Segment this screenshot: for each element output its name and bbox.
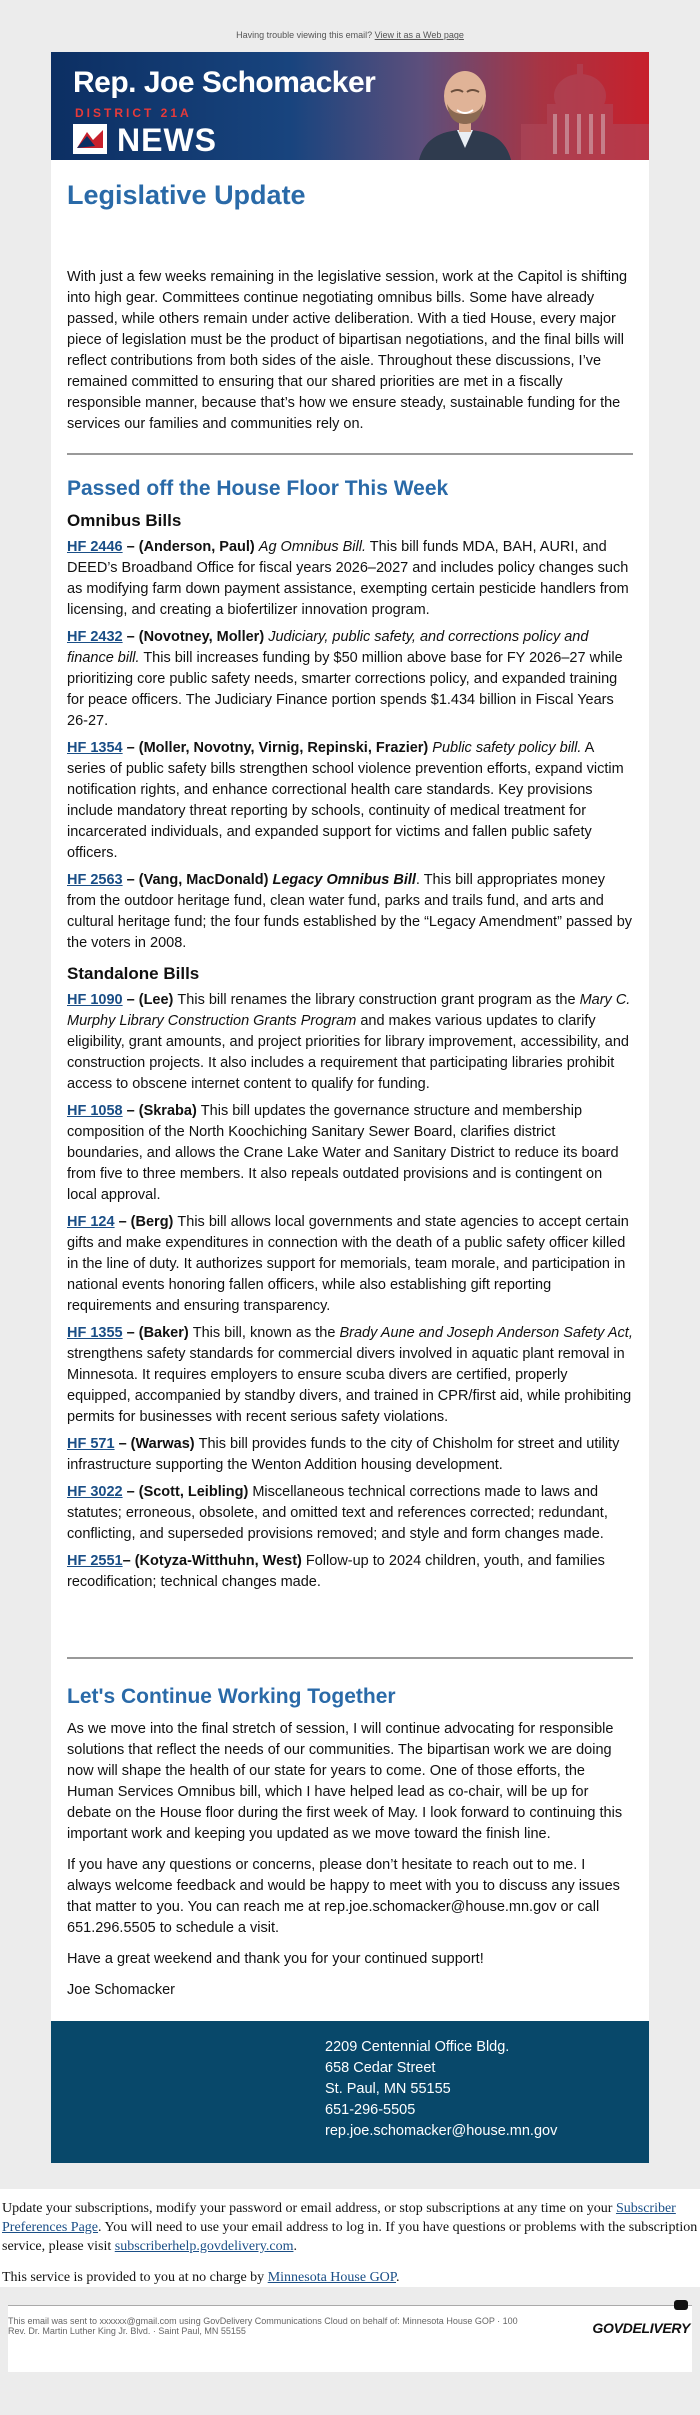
bill-sponsor: – (Moller, Novotny, Virnig, Repinski, Frazier) (122, 740, 433, 756)
bill-link[interactable]: HF 571 (67, 1436, 115, 1452)
bill-item (67, 1482, 633, 1545)
main-content (51, 160, 649, 2021)
bill-description-pre: This bill, known as the (192, 1325, 340, 1341)
bill-link[interactable]: HF 2432 (67, 629, 123, 645)
email-body (51, 52, 649, 2163)
bill-link[interactable]: HF 1090 (67, 992, 123, 1008)
bill-description: This bill funds MDA, BAH, AURI, and DEED’s Broadband Office for fiscal years 2026–2027 and includes policy changes such as modifying farm down payment assistance, exempting certain pesticide handlers from licensing, and creating a biofertilizer innovation program. (67, 539, 629, 618)
spacer (0, 2163, 700, 2189)
bill-title: Mary C. Murphy Library Construction Grants Program (67, 992, 631, 1029)
legal-text: . You will need to use your email address to log in. If you have questions or problems with the subscription service, please visit (2, 2220, 698, 2254)
closing-paragraph-2: If you have any questions or concerns, please don’t hesitate to reach out to me. I always welcome feedback and would be happy to meet with you to discuss any issues that matter to you. You can reach me at rep.joe.schomacker@house.mn.gov or call 651.296.5505 to schedule a visit. (67, 1857, 620, 1936)
bill-description: Miscellaneous technical corrections made to laws and statutes; erroneous, obsolete, and omitted text and references corrected; redundant, conflicting, and superseded provisions removed; and style and form changes made. (67, 1484, 608, 1542)
bill-link[interactable]: HF 1058 (67, 1103, 123, 1119)
spacer (67, 1593, 633, 1639)
sender-line: Rev. Dr. Martin Luther King Jr. Blvd. · Saint Paul, MN 55155 (8, 2326, 246, 2336)
legal-text: Update your subscriptions, modify your password or email address, or stop subscriptions at any time on your (2, 2201, 616, 2216)
sender-note (8, 2305, 692, 2372)
web-page-link[interactable]: View it as a Web page (374, 30, 464, 40)
bill-description: . This bill appropriates money from the outdoor heritage fund, clean water fund, parks and trails fund, and arts and cultural heritage fund; the four funds established by the “Legacy Amendment” passed by the voters in 2008. (67, 872, 633, 951)
bill-link[interactable]: HF 2551 (67, 1553, 123, 1569)
bill-item (67, 1101, 633, 1206)
house-gop-link[interactable]: Minnesota House GOP (267, 2270, 397, 2285)
bill-item (67, 537, 633, 621)
bill-sponsor: – (Baker) (122, 1325, 193, 1341)
contact-footer (51, 2021, 649, 2163)
address-line: 658 Cedar Street (325, 2060, 436, 2076)
bill-description: Follow-up to 2024 children, youth, and families recodification; technical changes made. (67, 1553, 605, 1590)
bill-title: Legacy Omnibus Bill (272, 872, 416, 888)
address-line: St. Paul, MN 55155 (325, 2081, 451, 2097)
bill-title: Judiciary, public safety, and corrections policy and finance bill. (67, 629, 589, 666)
page-title: Legislative Update (67, 180, 306, 210)
signature: Joe Schomacker (67, 1982, 175, 1998)
closing-paragraph-1: As we move into the final stretch of session, I will continue advocating for responsible solutions that reflect the needs of our communities. The bipartisan work we are doing now will shape the health of our state for years to come. One of those efforts, the Human Services Omnibus bill, which I have helped lead as co-chair, will be up for debate on the House floor during the first week of May. I look forward to continuing this important work and keeping you updated as we move toward the finish line. (67, 1721, 623, 1842)
bill-sponsor: – (Skraba) (122, 1103, 201, 1119)
bill-link[interactable]: HF 1354 (67, 740, 123, 756)
omnibus-list (67, 537, 633, 954)
preheader-text: Having trouble viewing this email? (236, 30, 373, 40)
bill-description-pre: This bill renames the library construction grant program as the (177, 992, 580, 1008)
bill-description: and makes various updates to clarify eligibility, grant amounts, and project priorities for library improvement, accessibility, and construction projects. It also includes a requirement that participating libraries prohibit access to obscene internet content to qualify for funding. (67, 1013, 629, 1092)
bill-link[interactable]: HF 2446 (67, 539, 123, 555)
legal-text: . (293, 2239, 297, 2254)
bill-item (67, 990, 633, 1095)
govdelivery-logo[interactable]: GOVDELIVERY (592, 2320, 690, 2336)
header-banner (51, 52, 649, 160)
subscriber-help-link[interactable]: subscriberhelp.govdelivery.com (114, 2239, 294, 2254)
bill-sponsor: – (Lee) (122, 992, 178, 1008)
standalone-heading: Standalone Bills (67, 964, 200, 983)
phone-number: 651-296-5505 (325, 2102, 416, 2118)
bill-sponsor: – (Anderson, Paul) (122, 539, 259, 555)
representative-photo (411, 58, 519, 160)
bill-sponsor: – (Vang, MacDonald) (122, 872, 273, 888)
address-line: 2209 Centennial Office Bldg. (325, 2039, 510, 2055)
legal-text: . (396, 2270, 400, 2285)
bill-sponsor: – (Kotyza-Witthuhn, West) (122, 1553, 306, 1569)
bill-link[interactable]: HF 3022 (67, 1484, 123, 1500)
banner-district: DISTRICT 21A (75, 106, 192, 120)
email-address: rep.joe.schomacker@house.mn.gov (325, 2123, 558, 2139)
bill-sponsor: – (Warwas) (114, 1436, 199, 1452)
legal-text: This service is provided to you at no charge by (2, 2270, 268, 2285)
bill-item (67, 738, 633, 864)
bill-link[interactable]: HF 2563 (67, 872, 123, 888)
banner-name: Rep. Joe Schomacker (73, 66, 376, 99)
bill-item (67, 1551, 633, 1593)
section-title-continue: Let's Continue Working Together (67, 1685, 396, 1708)
section-title-passed: Passed off the House Floor This Week (67, 477, 449, 500)
bill-description: strengthens safety standards for commercial divers involved in aquatic plant removal in Minnesota. It requires employers to ensure scuba divers are certified, properly equipped, accompanied by standby divers, and trained in CPR/first aid, while prohibiting permits for businesses with recent serious safety violations. (67, 1346, 632, 1425)
sender-line: This email was sent to xxxxxx@gmail.com using GovDelivery Communications Cloud on behalf of: Minnesota House GOP · 100 (8, 2316, 518, 2326)
bill-description: This bill increases funding by $50 million above base for FY 2026–27 while prioritizing core public safety needs, smarter corrections policy, and expanded training for peace officers. The Judiciary Finance portion spends $1.434 billion in Fiscal Years 26-27. (67, 650, 623, 729)
intro-paragraph: With just a few weeks remaining in the legislative session, work at the Capitol is shifting into high gear. Committees continue negotiating omnibus bills. Some have already passed, while others remain under active deliberation. With a tied House, every major piece of legislation must be the product of bipartisan negotiations, and the final bills will reflect contributions from both sides of the aisle. Throughout these discussions, I’ve remained committed to ensuring that our shared priorities are met in a fiscally responsible manner, because that’s how we ensure steady, sustainable funding for the services our families and communities rely on. (67, 269, 628, 432)
subscription-text (2, 2199, 698, 2256)
provider-text (2, 2268, 698, 2287)
bill-item (67, 1212, 633, 1317)
bill-sponsor: – (Novotney, Moller) (122, 629, 269, 645)
subscription-footer (0, 2189, 700, 2287)
bill-item (67, 1434, 633, 1476)
bill-description: A series of public safety bills strengthen school violence prevention efforts, expand victim notification rights, and enhance correctional health care standards. Key provisions include mandatory threat reporting by schools, continuity of medical treatment for incarcerated individuals, and expanded support for victims and fallen public safety officers. (67, 740, 624, 861)
bill-description: This bill allows local governments and state agencies to accept certain gifts and make expenditures in connection with the death of a public safety officer killed in the line of duty. It authorizes support for memorials, team morale, and participation in national events honoring fallen officers, while also establishing gift reporting requirements and ensuring transparency. (67, 1214, 629, 1314)
house-gop-logo-icon (73, 124, 107, 154)
bill-item (67, 1323, 633, 1428)
subscriber-preferences-link[interactable]: Subscriber Preferences Page (2, 2201, 676, 2235)
bill-link[interactable]: HF 124 (67, 1214, 115, 1230)
standalone-list (67, 990, 633, 1593)
closing-paragraph-3: Have a great weekend and thank you for your continued support! (67, 1951, 484, 1967)
preheader (0, 0, 700, 52)
bill-sponsor: – (Berg) (114, 1214, 178, 1230)
bill-title: Ag Omnibus Bill. (258, 539, 366, 555)
bill-sponsor: – (Scott, Leibling) (122, 1484, 253, 1500)
contact-address (325, 2037, 557, 2142)
bill-title: Public safety policy bill. (432, 740, 582, 756)
bill-item (67, 870, 633, 954)
bill-title: Brady Aune and Joseph Anderson Safety Act, (339, 1325, 633, 1341)
bill-item (67, 627, 633, 732)
omnibus-heading: Omnibus Bills (67, 511, 182, 530)
bill-description: This bill provides funds to the city of Chisholm for street and utility infrastructure supporting the Wenton Addition housing development. (67, 1436, 620, 1473)
bill-link[interactable]: HF 1355 (67, 1325, 123, 1341)
govdelivery-bubble-icon (674, 2300, 688, 2310)
banner-news: NEWS (117, 122, 217, 158)
bill-description: This bill updates the governance structure and membership composition of the North Koochiching Sanitary Sewer Board, clarifies district boundaries, and allows the Crane Lake Water and Sanitary District to reduce its board from five to three members. It also repeals outdated provisions and is contingent on local approval. (67, 1103, 619, 1203)
